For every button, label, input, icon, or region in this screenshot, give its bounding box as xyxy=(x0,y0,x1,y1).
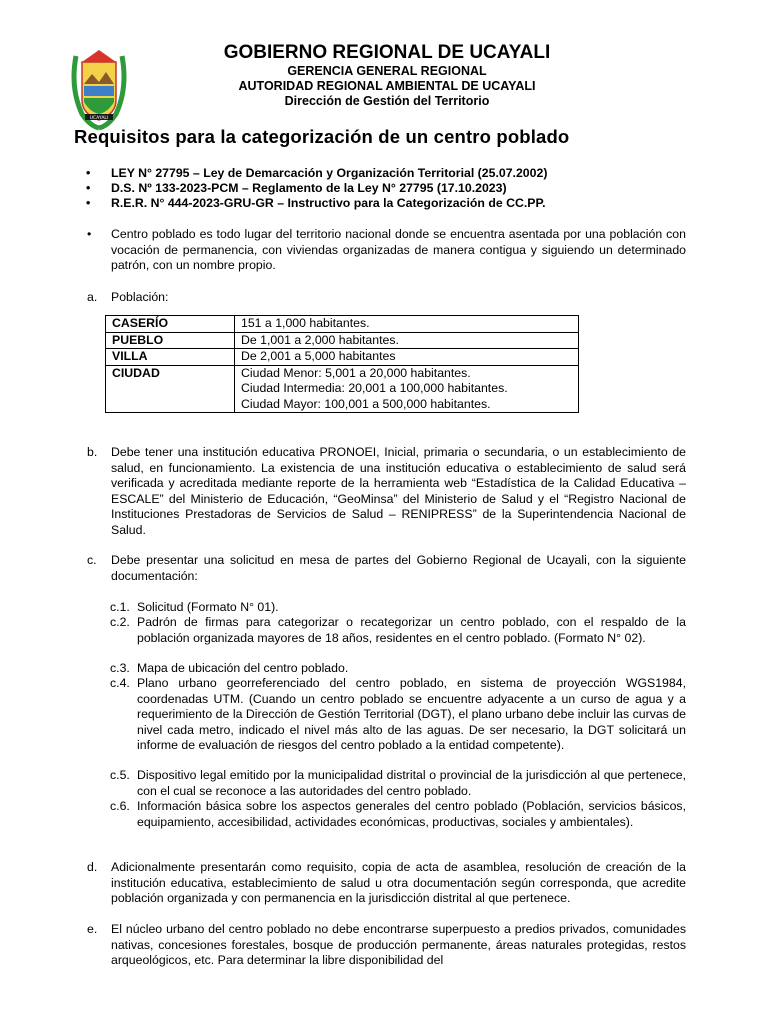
reference-item: • LEY N° 27795 – Ley de Demarcación y Organización Territorial (25.07.2002) xyxy=(86,166,548,180)
item-e: e. El núcleo urbano del centro poblado no debe encontrarse superpuesto a predios privados, comunidades nativas, concesiones forestales, bosque de producción permanente, áreas naturales protegidas, restos arqueológicos, etc. Para determinar la libre disponibilidad del xyxy=(87,922,686,967)
svg-text:UCAYALI: UCAYALI xyxy=(89,116,109,121)
bullet-icon: • xyxy=(86,196,91,210)
reference-item: • R.E.R. N° 444-2023-GRU-GR – Instructivo para la Categorización de CC.PP. xyxy=(86,196,546,210)
bullet-icon: • xyxy=(86,181,91,195)
table-row: CASERÍO 151 a 1,000 habitantes. xyxy=(106,316,579,333)
bullet-icon: • xyxy=(87,227,92,241)
bullet-icon: • xyxy=(86,166,91,180)
item-c: c. Debe presentar una solicitud en mesa de partes del Gobierno Regional de Ucayali, con la siguiente documentación: xyxy=(87,553,686,583)
table-row: VILLA De 2,001 a 5,000 habitantes xyxy=(106,349,579,366)
department-line-1: GERENCIA GENERAL REGIONAL xyxy=(287,64,487,78)
table-row: PUEBLO De 1,001 a 2,000 habitantes. xyxy=(106,332,579,349)
document-item: c.5. Dispositivo legal emitido por la municipalidad distrital o provincial de la jurisdicción al que pertenece, con el cual se reconoce a las autoridades del centro poblado. xyxy=(110,768,686,798)
organization-name: GOBIERNO REGIONAL DE UCAYALI xyxy=(223,42,551,63)
document-item: c.1. Solicitud (Formato N° 01). xyxy=(110,600,279,614)
letterhead xyxy=(180,42,594,109)
document-item: c.4. Plano urbano georreferenciado del centro poblado, en sistema de proyección WGS1984, coordenadas UTM. (Cuando un centro poblado se encuentre adyacente a un curso de agua y a requerimiento de la Dirección de Gestión Territorial (DGT), el plano urbano debe incluir las curvas de nivel cada metro, indicado el nivel más alto de las aguas. De ser necesario, la DGT solicitará un informe de evaluación de riesgos del centro poblado a la entidad competente). xyxy=(110,676,686,752)
table-row: CIUDAD Ciudad Menor: 5,001 a 20,000 habitantes. Ciudad Intermedia: 20,001 a 100,000 habitantes. Ciudad Mayor: 100,001 a 500,000 habitantes. xyxy=(106,365,579,413)
document-item: c.3. Mapa de ubicación del centro poblado. xyxy=(110,661,349,675)
document-item: c.6. Información básica sobre los aspectos generales del centro poblado (Población, servicios básicos, equipamiento, accesibilidad, actividades económicas, productivas, sociales y ambientales). xyxy=(110,799,686,829)
item-d: d. Adicionalmente presentarán como requisito, copia de acta de asamblea, resolución de creación de la institución educativa, establecimiento de salud u otra documentación según corresponda, que acredite población organizada y con permanencia en la jurisdicción distrital al que pertenece. xyxy=(87,860,686,905)
population-table xyxy=(105,315,579,413)
item-a: a. Población: xyxy=(87,290,169,304)
reference-item: • D.S. Nº 133-2023-PCM – Reglamento de la Ley N° 27795 (17.10.2023) xyxy=(86,181,507,195)
document-item: c.2. Padrón de firmas para categorizar o recategorizar un centro poblado, con el respaldo de la población organizada mayores de 18 años, residentes en el centro poblado. (Formato N° 02). xyxy=(110,615,686,645)
regional-government-logo xyxy=(68,48,130,132)
department-line-3: Dirección de Gestión del Territorio xyxy=(284,94,490,108)
definition-paragraph: • Centro poblado es todo lugar del territorio nacional donde se encuentra asentada por una población con vocación de permanencia, con viviendas organizadas de manera contigua y siguiendo un determinado patrón, con un nombre propio. xyxy=(87,227,686,272)
legal-references xyxy=(86,166,696,211)
item-b: b. Debe tener una institución educativa PRONOEI, Inicial, primaria o secundaria, o un establecimiento de salud, en funcionamiento. La existencia de una institución educativa o establecimiento de salud será verificada y acreditada mediante reporte de la herramienta web “Estadística de la Calidad Educativa – ESCALE” del Ministerio de Educación, “GeoMinsa” del Ministerio de Salud y el “Registro Nacional de Instituciones Prestadoras de Servicios de Salud – RENIPRESS” de la Superintendencia Nacional de Salud. xyxy=(87,445,686,537)
department-line-2: AUTORIDAD REGIONAL AMBIENTAL DE UCAYALI xyxy=(238,79,536,93)
document-title: Requisitos para la categorización de un centro poblado xyxy=(74,126,570,147)
